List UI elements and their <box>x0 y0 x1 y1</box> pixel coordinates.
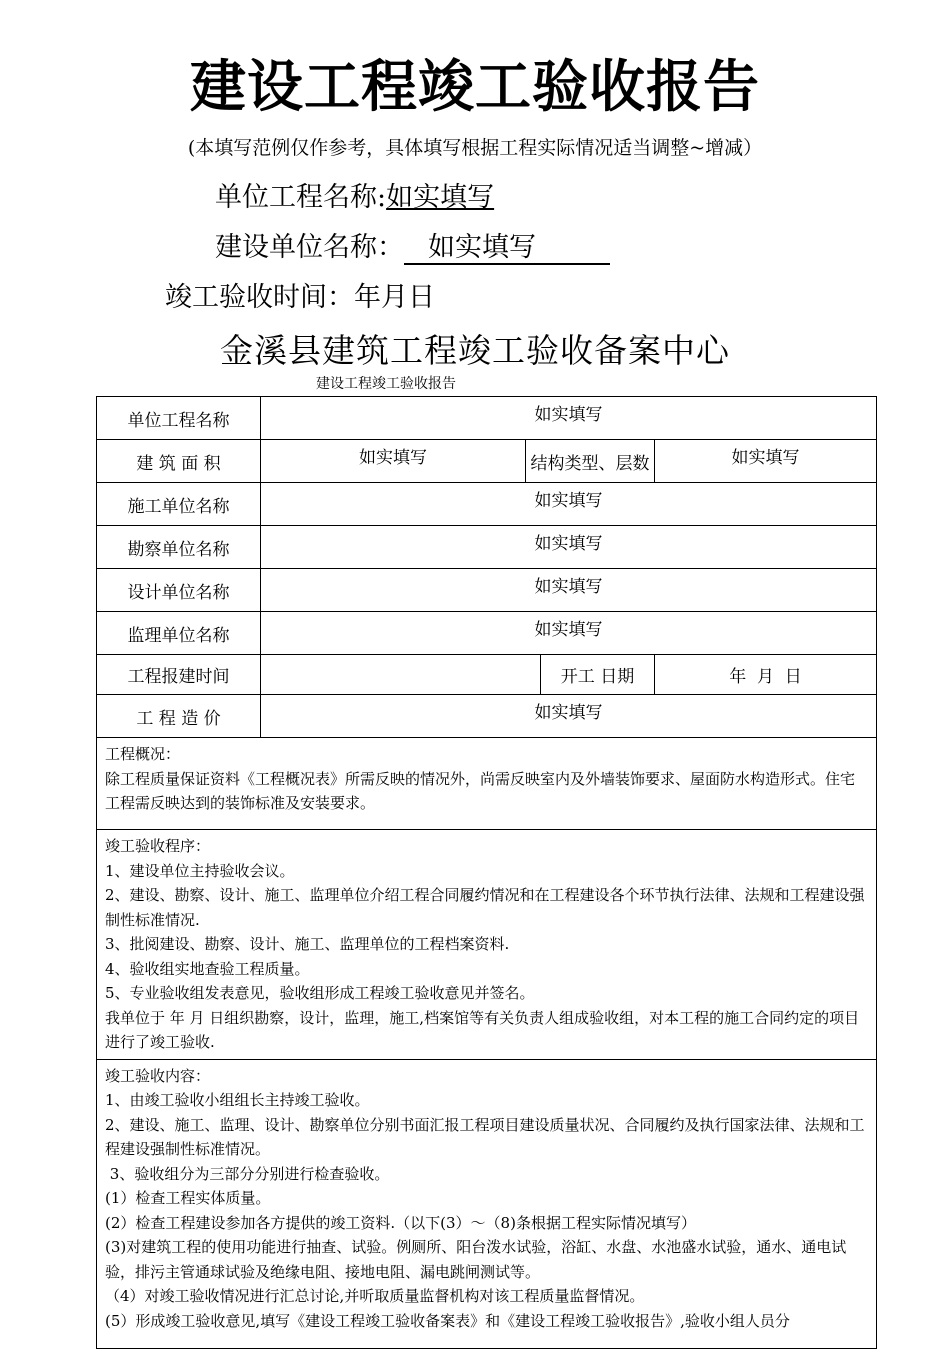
report-time-value[interactable] <box>261 655 541 695</box>
table-row <box>97 612 877 655</box>
table-row <box>97 1059 877 1348</box>
content-line: (5）形成竣工验收意见,填写《建设工程竣工验收备案表》和《建设工程竣工验收报告》,验收小组人员分 <box>105 1311 790 1330</box>
template-note: (本填写范例仅作参考，具体填写根据工程实际情况适当调整~增减） <box>187 137 763 159</box>
cost-label: 工 程 造 价 <box>97 695 261 738</box>
structure-label: 结构类型、层数 <box>526 440 655 483</box>
acceptance-date-field: 竣工验收时间：年月日 <box>165 282 435 313</box>
table-row <box>97 526 877 569</box>
structure-value[interactable]: 如实填写 <box>655 440 877 483</box>
area-label: 建 筑 面 积 <box>97 440 261 483</box>
survey-unit-label: 勘察单位名称 <box>97 526 261 569</box>
table-row <box>97 830 877 1060</box>
start-date-label: 开工 日期 <box>541 655 655 695</box>
overview-text: 除工程质量保证资料《工程概况表》所需反映的情况外，尚需反映室内及外墙装饰要求、屋面防水构造形式。住宅工程需反映达到的装饰标准及安装要求。 <box>105 769 856 812</box>
survey-unit-value[interactable]: 如实填写 <box>261 526 877 569</box>
project-name-field <box>215 180 494 216</box>
contractor-label: 施工单位名称 <box>97 483 261 526</box>
contractor-value[interactable]: 如实填写 <box>261 483 877 526</box>
table-row <box>97 738 877 830</box>
start-date-value[interactable]: 年 月 日 <box>655 655 877 695</box>
procedure-line: 5、专业验收组发表意见，验收组形成工程竣工验收意见并签名。 <box>105 984 535 1002</box>
content-line: （4）对竣工验收情况进行汇总讨论,并听取质量监督机构对该工程质量监督情况。 <box>105 1287 645 1305</box>
procedure-line: 4、验收组实地查验工程质量。 <box>105 959 310 978</box>
procedure-line: 3、批阅建设、勘察、设计、施工、监理单位的工程档案资料. <box>105 935 510 953</box>
procedure-line: 我单位于 年 月 日组织勘察，设计，监理，施工,档案馆等有关负责人组成验收组，对本工程的施工合同约定的项目进行了竣工验收. <box>105 1008 860 1051</box>
content-line: (3)对建筑工程的使用功能进行抽查、试验。例厕所、阳台泼水试验，浴缸、水盘、水池盛水试验，通水、通电试验，排污主管通球试验及绝缘电阻、接地电阻、漏电跳闸测试等。 <box>105 1238 847 1281</box>
content-line: 1、由竣工验收小组组长主持竣工验收。 <box>105 1091 370 1109</box>
document-title: 建设工程竣工验收报告 <box>190 54 760 120</box>
table-row <box>97 695 877 738</box>
content-line: 3、验收组分为三部分分别进行检查验收。 <box>105 1164 390 1183</box>
table-caption: 建设工程竣工验收报告 <box>316 376 456 392</box>
builder-value[interactable]: 如实填写 <box>404 233 610 265</box>
content-heading: 竣工验收内容： <box>105 1066 211 1085</box>
content-line: 2、建设、施工、监理、设计、勘察单位分别书面汇报工程项目建设质量状况、合同履约及执行国家法律、法规和工程建设强制性标准情况。 <box>105 1115 865 1158</box>
procedure-section[interactable] <box>97 830 877 1060</box>
project-name-cell-label: 单位工程名称 <box>97 397 261 440</box>
issuing-center-name: 金溪县建筑工程竣工验收备案中心 <box>220 331 730 370</box>
procedure-line: 1、建设单位主持验收会议。 <box>105 861 295 880</box>
table-row <box>97 397 877 440</box>
table-row <box>97 483 877 526</box>
procedure-heading: 竣工验收程序： <box>105 837 211 855</box>
content-line: (2）检查工程建设参加各方提供的竣工资料.（以下(3）～（8)条根据工程实际情况填写） <box>105 1213 696 1232</box>
procedure-line: 2、建设、勘察、设计、施工、监理单位介绍工程合同履约情况和在工程建设各个环节执行法律、法规和工程建设强制性标准情况. <box>105 886 865 929</box>
report-form-table <box>96 396 877 1349</box>
overview-section[interactable] <box>97 738 877 830</box>
project-name-label: 单位工程名称: <box>215 182 387 213</box>
builder-field <box>215 230 610 266</box>
report-time-label: 工程报建时间 <box>97 655 261 695</box>
supervision-unit-label: 监理单位名称 <box>97 612 261 655</box>
area-value[interactable]: 如实填写 <box>261 440 526 483</box>
table-row <box>97 440 877 483</box>
builder-label: 建设单位名称： <box>215 232 404 263</box>
project-name-value[interactable]: 如实填写 <box>386 182 495 213</box>
design-unit-value[interactable]: 如实填写 <box>261 569 877 612</box>
table-row <box>97 655 877 695</box>
content-line: (1）检查工程实体质量。 <box>105 1189 271 1207</box>
cost-value[interactable]: 如实填写 <box>261 695 877 738</box>
project-name-cell-value[interactable]: 如实填写 <box>261 397 877 440</box>
design-unit-label: 设计单位名称 <box>97 569 261 612</box>
supervision-unit-value[interactable]: 如实填写 <box>261 612 877 655</box>
overview-heading: 工程概况： <box>105 745 181 763</box>
table-row <box>97 569 877 612</box>
content-section[interactable] <box>97 1059 877 1348</box>
